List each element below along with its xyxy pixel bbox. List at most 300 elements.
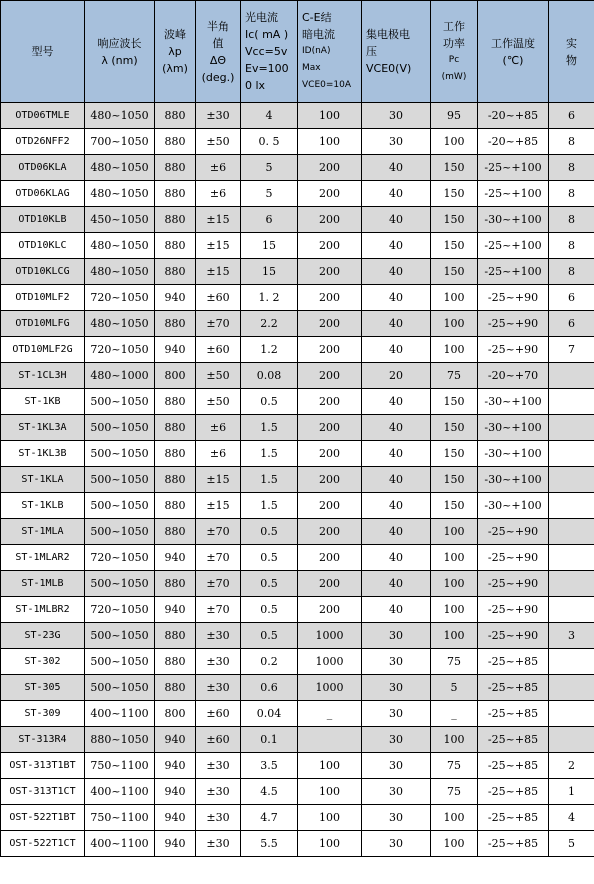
cell-temperature: -25~+100 — [478, 259, 549, 285]
table-row — [1, 441, 594, 467]
cell-half-angle: ±60 — [196, 727, 241, 753]
cell-peak: 880 — [155, 207, 196, 233]
cell-response-range: 400~1100 — [85, 779, 155, 805]
table-row — [1, 597, 594, 623]
cell-response-range: 720~1050 — [85, 597, 155, 623]
cell-dark-current — [298, 727, 362, 753]
cell-half-angle: ±50 — [196, 129, 241, 155]
cell-temperature: -25~+85 — [478, 649, 549, 675]
table-row — [1, 181, 594, 207]
cell-peak: 880 — [155, 259, 196, 285]
cell-vce: 30 — [362, 727, 431, 753]
cell-vce: 40 — [362, 311, 431, 337]
cell-model: ST-23G — [1, 623, 85, 649]
cell-vce: 40 — [362, 441, 431, 467]
cell-photocurrent: 0.5 — [241, 597, 298, 623]
cell-sample — [549, 649, 594, 675]
cell-sample: 6 — [549, 285, 594, 311]
cell-model: ST-1KL3B — [1, 441, 85, 467]
cell-temperature: -25~+90 — [478, 337, 549, 363]
cell-sample — [549, 597, 594, 623]
cell-vce: 30 — [362, 831, 431, 857]
table-row — [1, 649, 594, 675]
cell-temperature: -20~+85 — [478, 103, 549, 129]
cell-sample — [549, 675, 594, 701]
cell-sample: 6 — [549, 103, 594, 129]
table-row — [1, 259, 594, 285]
cell-power: 150 — [431, 207, 478, 233]
table-row — [1, 571, 594, 597]
cell-temperature: -25~+90 — [478, 545, 549, 571]
cell-model: ST-1MLAR2 — [1, 545, 85, 571]
table-row — [1, 701, 594, 727]
cell-photocurrent: 0.5 — [241, 571, 298, 597]
cell-sample: 3 — [549, 623, 594, 649]
table-row — [1, 129, 594, 155]
table-row — [1, 493, 594, 519]
cell-response-range: 750~1100 — [85, 805, 155, 831]
cell-peak: 940 — [155, 805, 196, 831]
cell-dark-current: 100 — [298, 753, 362, 779]
cell-photocurrent: 5 — [241, 181, 298, 207]
cell-peak: 940 — [155, 753, 196, 779]
cell-peak: 880 — [155, 649, 196, 675]
cell-response-range: 700~1050 — [85, 129, 155, 155]
cell-dark-current: 1000 — [298, 623, 362, 649]
cell-sample: 2 — [549, 753, 594, 779]
cell-power: 150 — [431, 233, 478, 259]
cell-vce: 40 — [362, 415, 431, 441]
cell-sample: 8 — [549, 181, 594, 207]
cell-dark-current: 200 — [298, 155, 362, 181]
cell-sample — [549, 701, 594, 727]
cell-vce: 30 — [362, 129, 431, 155]
cell-power: 150 — [431, 181, 478, 207]
cell-sample — [549, 727, 594, 753]
cell-photocurrent: 1.5 — [241, 467, 298, 493]
cell-dark-current: _ — [298, 701, 362, 727]
cell-model: OTD10KLB — [1, 207, 85, 233]
cell-half-angle: ±30 — [196, 649, 241, 675]
cell-sample — [549, 571, 594, 597]
cell-power: 150 — [431, 415, 478, 441]
cell-response-range: 480~1050 — [85, 181, 155, 207]
cell-sample — [549, 415, 594, 441]
cell-peak: 880 — [155, 415, 196, 441]
cell-power: 75 — [431, 779, 478, 805]
cell-vce: 40 — [362, 389, 431, 415]
cell-half-angle: ±50 — [196, 389, 241, 415]
cell-half-angle: ±15 — [196, 493, 241, 519]
table-row — [1, 311, 594, 337]
cell-temperature: -30~+100 — [478, 389, 549, 415]
cell-peak: 800 — [155, 363, 196, 389]
cell-photocurrent: 0.08 — [241, 363, 298, 389]
cell-model: OST-522T1CT — [1, 831, 85, 857]
cell-power: 150 — [431, 467, 478, 493]
cell-photocurrent: 4.5 — [241, 779, 298, 805]
cell-peak: 880 — [155, 311, 196, 337]
cell-temperature: -25~+85 — [478, 701, 549, 727]
cell-half-angle: ±50 — [196, 363, 241, 389]
cell-sample: 8 — [549, 155, 594, 181]
cell-model: ST-309 — [1, 701, 85, 727]
cell-response-range: 720~1050 — [85, 337, 155, 363]
cell-model: ST-1CL3H — [1, 363, 85, 389]
table-header — [1, 1, 594, 103]
cell-sample — [549, 519, 594, 545]
cell-dark-current: 100 — [298, 779, 362, 805]
cell-temperature: -30~+100 — [478, 467, 549, 493]
cell-response-range: 480~1050 — [85, 259, 155, 285]
table-row — [1, 779, 594, 805]
cell-photocurrent: 4.7 — [241, 805, 298, 831]
cell-sample — [549, 467, 594, 493]
cell-dark-current: 100 — [298, 805, 362, 831]
cell-temperature: -25~+90 — [478, 571, 549, 597]
cell-vce: 40 — [362, 285, 431, 311]
cell-power: 75 — [431, 363, 478, 389]
cell-vce: 40 — [362, 181, 431, 207]
cell-model: OST-313T1CT — [1, 779, 85, 805]
cell-peak: 940 — [155, 285, 196, 311]
header-power: 工作 功率 Pc (mW) — [431, 1, 478, 103]
table-row — [1, 727, 594, 753]
cell-sample: 7 — [549, 337, 594, 363]
cell-power: 5 — [431, 675, 478, 701]
cell-temperature: -25~+90 — [478, 285, 549, 311]
cell-temperature: -25~+100 — [478, 233, 549, 259]
cell-temperature: -25~+100 — [478, 155, 549, 181]
cell-sample — [549, 441, 594, 467]
cell-response-range: 480~1050 — [85, 155, 155, 181]
table-row — [1, 519, 594, 545]
table-row — [1, 363, 594, 389]
cell-sample: 6 — [549, 311, 594, 337]
cell-half-angle: ±15 — [196, 259, 241, 285]
cell-half-angle: ±6 — [196, 181, 241, 207]
cell-response-range: 500~1050 — [85, 675, 155, 701]
cell-dark-current: 200 — [298, 389, 362, 415]
cell-photocurrent: 3.5 — [241, 753, 298, 779]
cell-vce: 30 — [362, 701, 431, 727]
cell-model: OTD10MLF2 — [1, 285, 85, 311]
header-dark-current: C-E结 暗电流 ID(nA) Max VCE0=10A — [298, 1, 362, 103]
cell-peak: 880 — [155, 675, 196, 701]
cell-peak: 880 — [155, 467, 196, 493]
cell-model: OTD06KLA — [1, 155, 85, 181]
cell-power: 100 — [431, 571, 478, 597]
cell-half-angle: ±30 — [196, 753, 241, 779]
cell-power: 100 — [431, 311, 478, 337]
cell-vce: 30 — [362, 779, 431, 805]
table-row — [1, 753, 594, 779]
cell-response-range: 500~1050 — [85, 441, 155, 467]
cell-response-range: 450~1050 — [85, 207, 155, 233]
cell-vce: 30 — [362, 805, 431, 831]
table-row — [1, 675, 594, 701]
cell-dark-current: 200 — [298, 571, 362, 597]
cell-vce: 30 — [362, 753, 431, 779]
cell-half-angle: ±30 — [196, 675, 241, 701]
table-row — [1, 467, 594, 493]
cell-vce: 40 — [362, 337, 431, 363]
cell-dark-current: 200 — [298, 467, 362, 493]
cell-power: 100 — [431, 337, 478, 363]
cell-dark-current: 200 — [298, 311, 362, 337]
table-row — [1, 389, 594, 415]
cell-response-range: 500~1050 — [85, 493, 155, 519]
header-sample: 实 物 — [549, 1, 594, 103]
cell-peak: 940 — [155, 727, 196, 753]
cell-peak: 940 — [155, 337, 196, 363]
cell-half-angle: ±6 — [196, 415, 241, 441]
cell-vce: 30 — [362, 675, 431, 701]
cell-temperature: -25~+85 — [478, 831, 549, 857]
cell-power: 150 — [431, 259, 478, 285]
cell-dark-current: 200 — [298, 441, 362, 467]
cell-power: 95 — [431, 103, 478, 129]
cell-model: OTD10KLC — [1, 233, 85, 259]
cell-temperature: -20~+70 — [478, 363, 549, 389]
table-row — [1, 805, 594, 831]
cell-half-angle: ±15 — [196, 467, 241, 493]
cell-peak: 800 — [155, 701, 196, 727]
cell-temperature: -25~+85 — [478, 753, 549, 779]
cell-temperature: -25~+90 — [478, 519, 549, 545]
cell-temperature: -25~+85 — [478, 805, 549, 831]
cell-photocurrent: 15 — [241, 233, 298, 259]
cell-dark-current: 200 — [298, 415, 362, 441]
cell-dark-current: 200 — [298, 337, 362, 363]
table-row — [1, 337, 594, 363]
table-row — [1, 103, 594, 129]
cell-model: ST-305 — [1, 675, 85, 701]
cell-power: 100 — [431, 727, 478, 753]
cell-dark-current: 200 — [298, 285, 362, 311]
cell-response-range: 500~1050 — [85, 519, 155, 545]
cell-model: ST-1MLA — [1, 519, 85, 545]
cell-dark-current: 200 — [298, 259, 362, 285]
cell-peak: 880 — [155, 389, 196, 415]
cell-peak: 940 — [155, 779, 196, 805]
cell-peak: 880 — [155, 623, 196, 649]
table-row — [1, 285, 594, 311]
header-model: 型号 — [1, 1, 85, 103]
cell-response-range: 480~1050 — [85, 233, 155, 259]
cell-peak: 880 — [155, 129, 196, 155]
cell-model: OTD10MLF2G — [1, 337, 85, 363]
cell-temperature: -30~+100 — [478, 441, 549, 467]
cell-temperature: -25~+90 — [478, 597, 549, 623]
cell-photocurrent: 0.5 — [241, 389, 298, 415]
cell-peak: 880 — [155, 441, 196, 467]
cell-sample — [549, 545, 594, 571]
table-row — [1, 415, 594, 441]
cell-dark-current: 200 — [298, 181, 362, 207]
cell-model: OTD10MLFG — [1, 311, 85, 337]
cell-dark-current: 1000 — [298, 649, 362, 675]
cell-dark-current: 1000 — [298, 675, 362, 701]
cell-half-angle: ±6 — [196, 441, 241, 467]
cell-peak: 940 — [155, 597, 196, 623]
cell-response-range: 720~1050 — [85, 545, 155, 571]
cell-power: 150 — [431, 441, 478, 467]
cell-sample: 8 — [549, 129, 594, 155]
cell-vce: 40 — [362, 233, 431, 259]
cell-vce: 40 — [362, 493, 431, 519]
cell-vce: 40 — [362, 545, 431, 571]
table-row — [1, 155, 594, 181]
cell-vce: 40 — [362, 207, 431, 233]
cell-response-range: 480~1050 — [85, 103, 155, 129]
cell-temperature: -25~+100 — [478, 181, 549, 207]
cell-dark-current: 200 — [298, 519, 362, 545]
cell-half-angle: ±60 — [196, 285, 241, 311]
cell-photocurrent: 1.5 — [241, 441, 298, 467]
cell-temperature: -20~+85 — [478, 129, 549, 155]
cell-peak: 880 — [155, 493, 196, 519]
cell-power: 100 — [431, 545, 478, 571]
cell-vce: 40 — [362, 597, 431, 623]
cell-temperature: -25~+85 — [478, 675, 549, 701]
cell-dark-current: 200 — [298, 363, 362, 389]
table-body — [1, 103, 594, 857]
cell-half-angle: ±60 — [196, 337, 241, 363]
cell-model: OST-313T1BT — [1, 753, 85, 779]
cell-power: 150 — [431, 389, 478, 415]
table-row — [1, 545, 594, 571]
cell-temperature: -30~+100 — [478, 493, 549, 519]
cell-half-angle: ±15 — [196, 233, 241, 259]
cell-response-range: 500~1050 — [85, 467, 155, 493]
cell-photocurrent: 0. 5 — [241, 129, 298, 155]
cell-half-angle: ±70 — [196, 545, 241, 571]
cell-peak: 880 — [155, 571, 196, 597]
cell-power: 150 — [431, 493, 478, 519]
cell-photocurrent: 6 — [241, 207, 298, 233]
cell-power: 100 — [431, 519, 478, 545]
header-response-wavelength: 响应波长 λ (nm) — [85, 1, 155, 103]
cell-half-angle: ±60 — [196, 701, 241, 727]
cell-photocurrent: 4 — [241, 103, 298, 129]
cell-sample: 1 — [549, 779, 594, 805]
cell-photocurrent: 5 — [241, 155, 298, 181]
cell-photocurrent: 1.5 — [241, 493, 298, 519]
cell-response-range: 400~1100 — [85, 831, 155, 857]
cell-model: ST-1MLB — [1, 571, 85, 597]
cell-vce: 40 — [362, 259, 431, 285]
cell-sample — [549, 493, 594, 519]
cell-power: 75 — [431, 753, 478, 779]
cell-response-range: 880~1050 — [85, 727, 155, 753]
cell-response-range: 720~1050 — [85, 285, 155, 311]
header-vce: 集电极电 压 VCE0(V) — [362, 1, 431, 103]
cell-temperature: -25~+85 — [478, 779, 549, 805]
cell-temperature: -25~+90 — [478, 311, 549, 337]
cell-peak: 940 — [155, 545, 196, 571]
cell-vce: 40 — [362, 519, 431, 545]
cell-vce: 30 — [362, 103, 431, 129]
cell-half-angle: ±6 — [196, 155, 241, 181]
cell-model: OTD26NFF2 — [1, 129, 85, 155]
header-temperature: 工作温度 (℃) — [478, 1, 549, 103]
cell-half-angle: ±30 — [196, 831, 241, 857]
cell-half-angle: ±70 — [196, 311, 241, 337]
header-half-angle: 半角 值 ΔΘ (deg.) — [196, 1, 241, 103]
cell-vce: 40 — [362, 155, 431, 181]
cell-sample: 5 — [549, 831, 594, 857]
table-row — [1, 233, 594, 259]
cell-model: ST-1MLBR2 — [1, 597, 85, 623]
cell-peak: 880 — [155, 103, 196, 129]
cell-vce: 30 — [362, 649, 431, 675]
cell-response-range: 480~1050 — [85, 311, 155, 337]
cell-dark-current: 200 — [298, 493, 362, 519]
cell-sample: 8 — [549, 207, 594, 233]
cell-power: _ — [431, 701, 478, 727]
cell-dark-current: 200 — [298, 545, 362, 571]
cell-response-range: 400~1100 — [85, 701, 155, 727]
cell-photocurrent: 0.2 — [241, 649, 298, 675]
cell-dark-current: 100 — [298, 103, 362, 129]
cell-sample: 8 — [549, 259, 594, 285]
cell-vce: 30 — [362, 623, 431, 649]
cell-model: OTD10KLCG — [1, 259, 85, 285]
cell-model: OTD06KLAG — [1, 181, 85, 207]
cell-power: 100 — [431, 805, 478, 831]
cell-photocurrent: 0.5 — [241, 519, 298, 545]
cell-photocurrent: 0.5 — [241, 545, 298, 571]
cell-power: 100 — [431, 129, 478, 155]
cell-photocurrent: 1.5 — [241, 415, 298, 441]
cell-response-range: 480~1000 — [85, 363, 155, 389]
table-row — [1, 831, 594, 857]
cell-model: ST-1KB — [1, 389, 85, 415]
cell-half-angle: ±30 — [196, 623, 241, 649]
cell-photocurrent: 0.5 — [241, 623, 298, 649]
cell-peak: 880 — [155, 519, 196, 545]
cell-vce: 40 — [362, 571, 431, 597]
cell-response-range: 500~1050 — [85, 649, 155, 675]
cell-response-range: 750~1100 — [85, 753, 155, 779]
cell-photocurrent: 0.04 — [241, 701, 298, 727]
cell-half-angle: ±30 — [196, 103, 241, 129]
cell-photocurrent: 1.2 — [241, 337, 298, 363]
header-photocurrent: 光电流 Ic( mA ) Vcc=5v Ev=100 0 lx — [241, 1, 298, 103]
cell-dark-current: 100 — [298, 129, 362, 155]
cell-temperature: -25~+90 — [478, 623, 549, 649]
cell-photocurrent: 2.2 — [241, 311, 298, 337]
cell-peak: 880 — [155, 155, 196, 181]
cell-temperature: -25~+85 — [478, 727, 549, 753]
cell-response-range: 500~1050 — [85, 623, 155, 649]
cell-response-range: 500~1050 — [85, 389, 155, 415]
cell-power: 100 — [431, 623, 478, 649]
cell-half-angle: ±30 — [196, 805, 241, 831]
cell-temperature: -30~+100 — [478, 415, 549, 441]
cell-sample — [549, 389, 594, 415]
cell-photocurrent: 1. 2 — [241, 285, 298, 311]
cell-photocurrent: 15 — [241, 259, 298, 285]
cell-dark-current: 100 — [298, 831, 362, 857]
cell-dark-current: 200 — [298, 233, 362, 259]
cell-model: ST-1KLA — [1, 467, 85, 493]
cell-half-angle: ±30 — [196, 779, 241, 805]
cell-peak: 940 — [155, 831, 196, 857]
cell-model: ST-1KLB — [1, 493, 85, 519]
cell-dark-current: 200 — [298, 207, 362, 233]
